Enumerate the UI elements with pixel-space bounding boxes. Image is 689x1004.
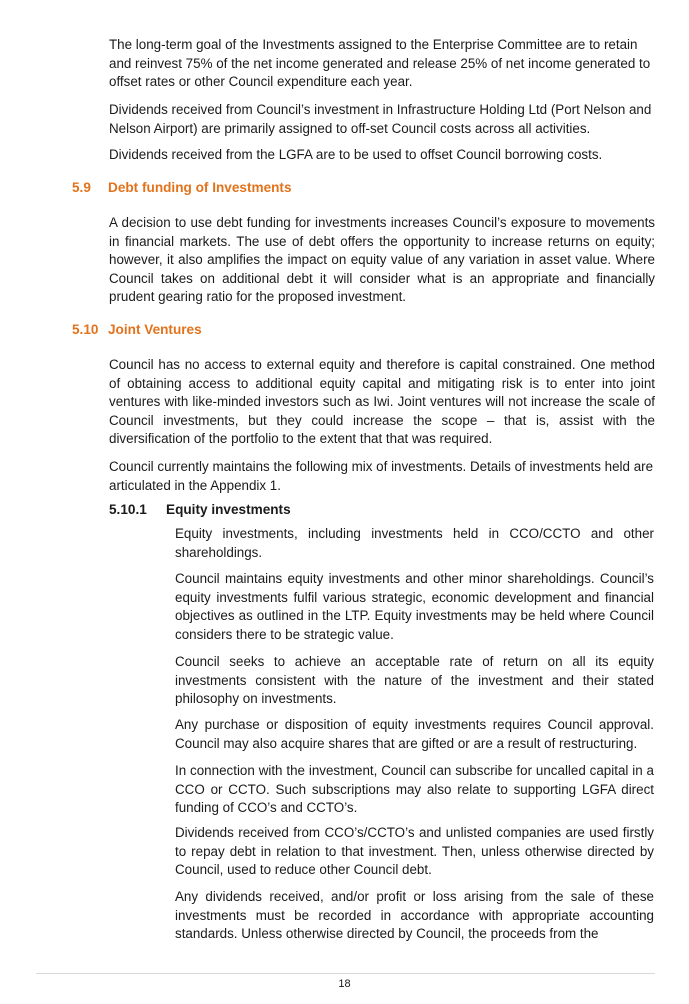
intro-paragraph-infrastructure-dividends: Dividends received from Council’s investment in Infrastructure Holding Ltd (Port Nelson and Nelson Airport) are primarily assigned to off-set Council costs across all activities. [109, 102, 652, 136]
paragraph-investment-mix: Council currently maintains the following mix of investments. Details of investments held are articulated in the Appendix 1. [109, 459, 654, 493]
subsection-number: 5.10.1 [109, 502, 147, 517]
section-title: Joint Ventures [108, 322, 202, 337]
section-number: 5.9 [72, 180, 91, 195]
section-number: 5.10 [72, 322, 99, 337]
paragraph-uncalled-capital: In connection with the investment, Council can subscribe for uncalled capital in a CCO or CCTO. Such subscriptions may also relate to supporting LGFA direct funding of CCO’s and CCTO’s. [175, 763, 654, 816]
paragraph-equity-approval: Any purchase or disposition of equity investments requires Council approval. Council may also acquire shares that are gifted or are a result of restructuring. [175, 717, 654, 751]
paragraph-equity-definition: Equity investments, including investments held in CCO/CCTO and other shareholdings. [175, 526, 654, 560]
paragraph-joint-ventures: Council has no access to external equity and therefore is capital constrained. One method of obtaining access to additional equity capital and mitigating risk is to enter into joint ventures with like-minded investors such as Iwi. Joint ventures will not increase the scale of Council investments, but they could increase the scope – that is, assist with the diversification of the portfolio to the extent that that was required. [109, 357, 655, 447]
paragraph-equity-holdings: Council maintains equity investments and other minor shareholdings. Council’s equity investments fulfil various strategic, economic development and financial objectives as outlined in the LTP. Equity investments may be held where Council considers there to be strategic value. [175, 571, 654, 642]
subsection-heading-5-10-1 [109, 502, 291, 517]
paragraph-debt-funding: A decision to use debt funding for investments increases Council’s exposure to movements in financial markets. The use of debt offers the opportunity to increase returns on equity; however, it also amplifies the impact on equity value of any variation in asset value. Where Council takes on additional debt it will consider what is an appropriate and financially prudent gearing ratio for the proposed investment. [109, 215, 655, 305]
subsection-title: Equity investments [166, 502, 291, 517]
intro-paragraph-lgfa-dividends: Dividends received from the LGFA are to be used to offset Council borrowing costs. [109, 147, 603, 162]
intro-paragraph-retain-reinvest: The long-term goal of the Investments assigned to the Enterprise Committee are to retain and reinvest 75% of the net income generated and release 25% of net income generated to offset rates or other Council expenditure each year. [109, 37, 651, 90]
paragraph-equity-return: Council seeks to achieve an acceptable rate of return on all its equity investments consistent with the nature of the investment and their stated philosophy on investments. [175, 654, 654, 707]
section-title: Debt funding of Investments [108, 180, 292, 195]
section-heading-5-9 [72, 180, 292, 195]
footer-divider [36, 973, 655, 974]
section-heading-5-10 [72, 322, 202, 337]
page-number: 18 [338, 978, 351, 990]
paragraph-sale-proceeds: Any dividends received, and/or profit or loss arising from the sale of these investments must be recorded in accordance with appropriate accounting standards. Unless otherwise directed by Council, the proceeds from the [175, 889, 654, 942]
paragraph-cco-dividends: Dividends received from CCO’s/CCTO’s and unlisted companies are used firstly to repay debt in relation to that investment. Then, unless otherwise directed by Council, used to reduce other Council debt. [175, 825, 654, 878]
